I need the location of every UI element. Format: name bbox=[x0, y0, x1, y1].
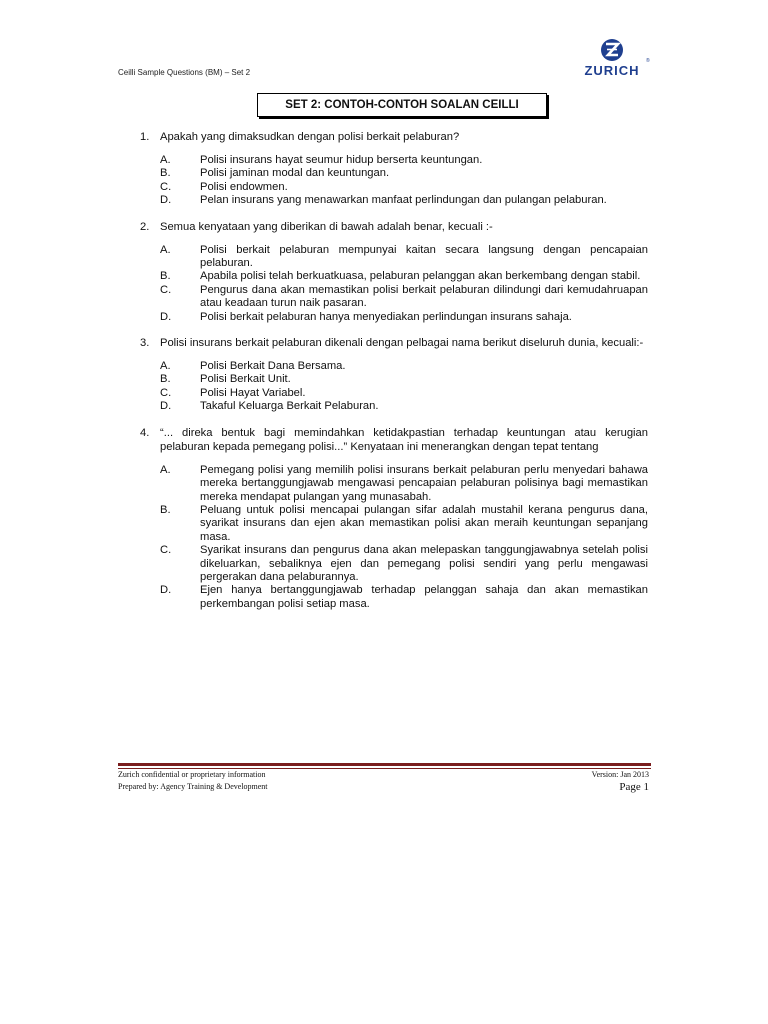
option-b bbox=[140, 270, 648, 283]
option-d bbox=[140, 584, 648, 611]
option-text: Polisi endowmen. bbox=[200, 180, 288, 193]
footer-row-2 bbox=[118, 782, 651, 791]
option-text: Polisi jaminan modal dan keuntungan. bbox=[200, 167, 390, 180]
option-text: Polisi berkait pelaburan mempunyai kaitan secara langsung dengan pencapaian pelaburan. bbox=[200, 243, 648, 270]
option-letter: A. bbox=[160, 360, 171, 373]
question-1 bbox=[140, 130, 648, 208]
question-3 bbox=[140, 336, 648, 414]
question-text: Semua kenyataan yang diberikan di bawah adalah benar, kecuali :- bbox=[160, 220, 493, 233]
page-number: Page 1 bbox=[619, 781, 649, 793]
option-b bbox=[140, 167, 648, 180]
option-letter: A. bbox=[160, 243, 171, 256]
option-letter: A. bbox=[160, 463, 171, 476]
logo-wordmark: ZURICH bbox=[584, 63, 640, 78]
zurich-z-icon bbox=[578, 38, 652, 64]
option-text: Pengurus dana akan memastikan polisi berkait pelaburan dilindungi dari kemudahruapan atau keadaan turun naik pasaran. bbox=[200, 283, 648, 310]
option-c bbox=[140, 387, 648, 400]
option-d bbox=[140, 311, 648, 324]
option-text: Peluang untuk polisi mencapai pulangan sifar adalah mustahil kerana pengurus dana, syarikat insurans dan ejen akan memastikan polisi akan meraih keuntungan sepanjang masa. bbox=[200, 503, 648, 543]
document-label: Ceilli Sample Questions (BM) – Set 2 bbox=[118, 68, 251, 77]
question-text: Apakah yang dimaksudkan dengan polisi berkait pelaburan? bbox=[160, 131, 460, 143]
option-letter: C. bbox=[160, 180, 172, 193]
footer-prepared-by: Prepared by: Agency Training & Development bbox=[118, 782, 268, 791]
option-a bbox=[140, 464, 648, 504]
option-b bbox=[140, 373, 648, 386]
question-number: 3. bbox=[140, 337, 150, 350]
option-text: Pemegang polisi yang memilih polisi insurans berkait pelaburan perlu menyedari bahawa mereka bertanggungjawab mengawasi pencapaian pelaburan polisinya bagi memastikan mereka mendapat pulangan yang munasabah. bbox=[200, 463, 648, 503]
option-letter: C. bbox=[160, 544, 172, 557]
footer-confidential: Zurich confidential or proprietary information bbox=[118, 770, 266, 779]
option-a bbox=[140, 154, 648, 167]
question-2 bbox=[140, 220, 648, 324]
option-list bbox=[140, 464, 648, 611]
option-list bbox=[140, 360, 648, 414]
option-text: Pelan insurans yang menawarkan manfaat perlindungan dan pulangan pelaburan. bbox=[200, 194, 607, 207]
option-list bbox=[140, 154, 648, 208]
question-number: 2. bbox=[140, 220, 150, 233]
option-letter: D. bbox=[160, 310, 172, 323]
option-text: Ejen hanya bertanggungjawab terhadap pelanggan sahaja dan akan memastikan perkembangan polisi setiap masa. bbox=[200, 584, 648, 610]
option-text: Polisi Berkait Unit. bbox=[200, 373, 291, 386]
option-letter: D. bbox=[160, 400, 172, 413]
option-list bbox=[140, 244, 648, 324]
option-letter: C. bbox=[160, 386, 172, 399]
option-a bbox=[140, 244, 648, 271]
option-text: Syarikat insurans dan pengurus dana akan melepaskan tanggungjawabnya setelah polisi dikeluarkan, sebaliknya ejen dan pemegang polisi sendiri yang perlu mengawasi pergerakan dana pelaburannya. bbox=[200, 544, 648, 583]
option-letter: B. bbox=[160, 373, 171, 386]
option-c bbox=[140, 181, 648, 194]
option-b bbox=[140, 504, 648, 544]
question-4 bbox=[140, 426, 648, 611]
option-c bbox=[140, 284, 648, 311]
option-text: Polisi Berkait Dana Bersama. bbox=[200, 360, 346, 373]
option-text: Apabila polisi telah berkuatkuasa, pelaburan pelanggan akan berkembang dengan stabil. bbox=[200, 270, 641, 283]
option-a bbox=[140, 360, 648, 373]
logo-registered-mark: ® bbox=[646, 58, 650, 64]
zurich-logo bbox=[578, 38, 652, 78]
option-text: Polisi insurans hayat seumur hidup berserta keuntungan. bbox=[200, 154, 483, 166]
option-letter: C. bbox=[160, 283, 172, 296]
option-d bbox=[140, 400, 648, 413]
footer-version: Version: Jan 2013 bbox=[591, 770, 649, 779]
option-letter: B. bbox=[160, 270, 171, 283]
question-text: “... direka bentuk bagi memindahkan ketidakpastian terhadap keuntungan atau kerugian pelaburan kepada pemegang polisi...” Kenyataan ini menerangkan dengan tepat tentang bbox=[160, 426, 648, 453]
option-letter: B. bbox=[160, 503, 171, 516]
option-text: Polisi berkait pelaburan hanya menyediakan perlindungan insurans sahaja. bbox=[200, 310, 572, 323]
question-number: 4. bbox=[140, 426, 150, 439]
question-list bbox=[140, 130, 648, 611]
question-text: Polisi insurans berkait pelaburan dikenali dengan pelbagai nama berikut diseluruh dunia, kecuali:- bbox=[160, 337, 644, 350]
option-text: Takaful Keluarga Berkait Pelaburan. bbox=[200, 400, 379, 413]
option-letter: D. bbox=[160, 194, 172, 207]
option-letter: B. bbox=[160, 167, 171, 180]
page-title: SET 2: CONTOH-CONTOH SOALAN CEILLI bbox=[257, 93, 547, 117]
footer-divider bbox=[118, 763, 651, 769]
option-letter: D. bbox=[160, 584, 172, 597]
option-letter: A. bbox=[160, 154, 171, 166]
option-d bbox=[140, 194, 648, 207]
footer-row-1 bbox=[118, 770, 651, 779]
question-number: 1. bbox=[140, 131, 150, 143]
option-text: Polisi Hayat Variabel. bbox=[200, 386, 306, 399]
option-c bbox=[140, 544, 648, 584]
